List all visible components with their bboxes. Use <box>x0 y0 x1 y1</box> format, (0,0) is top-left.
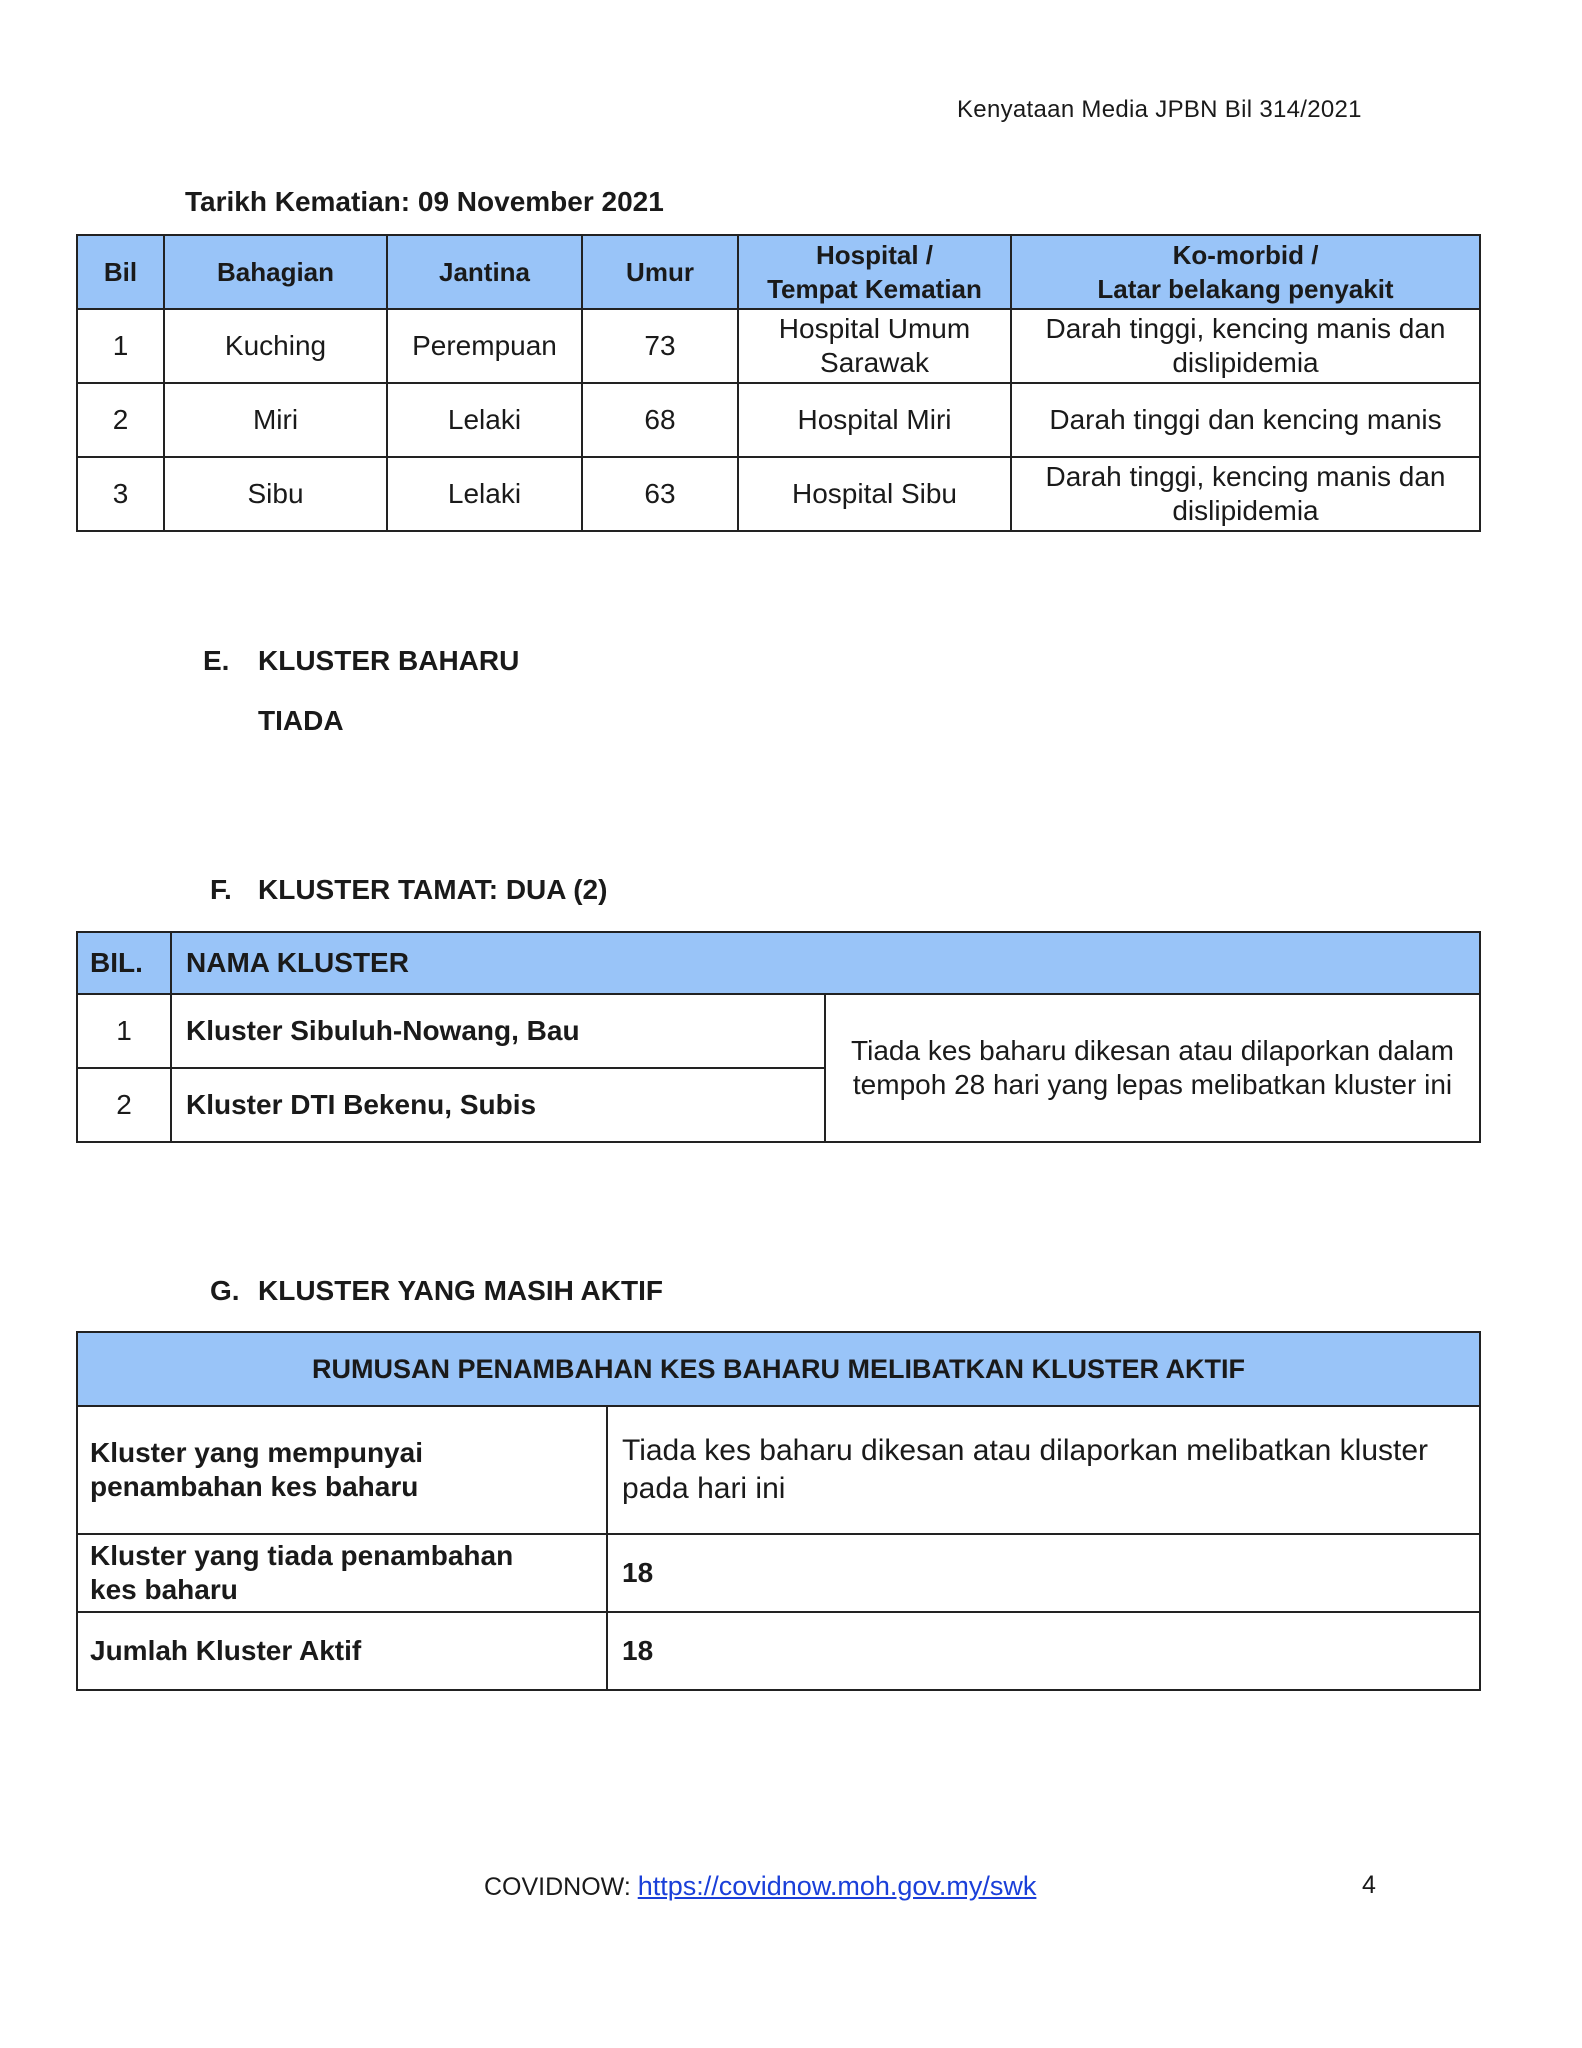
page-number: 4 <box>1362 1871 1376 1899</box>
cell-jantina: Lelaki <box>387 383 582 457</box>
row-value: Tiada kes baharu dikesan atau dilaporkan melibatkan kluster pada hari ini <box>607 1406 1480 1534</box>
row-value: 18 <box>607 1612 1480 1690</box>
cell-komorbid: Darah tinggi, kencing manis dan dislipidemia <box>1011 309 1480 383</box>
section-e-value: TIADA <box>258 705 344 736</box>
col-jantina: Jantina <box>387 235 582 309</box>
cell-umur: 68 <box>582 383 738 457</box>
cell-hospital: Hospital Miri <box>738 383 1011 457</box>
table-row <box>77 1612 1480 1690</box>
col-nama-kluster: NAMA KLUSTER <box>171 932 1480 994</box>
ended-clusters-remark: Tiada kes baharu dikesan atau dilaporkan dalam tempoh 28 hari yang lepas melibatkan kluster ini <box>825 994 1480 1142</box>
deaths-table <box>76 234 1481 532</box>
cell-jantina: Lelaki <box>387 457 582 531</box>
cell-komorbid: Darah tinggi, kencing manis dan dislipidemia <box>1011 457 1480 531</box>
col-bil: BIL. <box>77 932 171 994</box>
cell-umur: 63 <box>582 457 738 531</box>
active-clusters-table-title: RUMUSAN PENAMBAHAN KES BAHARU MELIBATKAN KLUSTER AKTIF <box>77 1332 1480 1406</box>
cell-bil: 1 <box>77 309 164 383</box>
cell-bil: 3 <box>77 457 164 531</box>
cell-cluster-name: Kluster DTI Bekenu, Subis <box>171 1068 825 1142</box>
covidnow-link[interactable]: https://covidnow.moh.gov.my/swk <box>637 1871 1037 1901</box>
row-label: Jumlah Kluster Aktif <box>77 1612 607 1690</box>
section-e-title: KLUSTER BAHARU <box>258 645 520 676</box>
section-e-letter: E. <box>203 645 230 676</box>
section-g-letter: G. <box>210 1275 240 1306</box>
cell-bahagian: Miri <box>164 383 387 457</box>
active-clusters-table <box>76 1331 1481 1691</box>
cell-bahagian: Kuching <box>164 309 387 383</box>
cell-komorbid: Darah tinggi dan kencing manis <box>1011 383 1480 457</box>
table-row <box>77 309 1480 383</box>
deaths-header-row <box>77 235 1480 309</box>
row-label: Kluster yang tiada penambahan kes baharu <box>77 1534 607 1612</box>
section-f-title: KLUSTER TAMAT: DUA (2) <box>258 874 608 905</box>
cell-cluster-name: Kluster Sibuluh-Nowang, Bau <box>171 994 825 1068</box>
cell-jantina: Perempuan <box>387 309 582 383</box>
cell-bahagian: Sibu <box>164 457 387 531</box>
cell-hospital: Hospital Umum Sarawak <box>738 309 1011 383</box>
cell-bil: 1 <box>77 994 171 1068</box>
footer <box>484 1871 1036 1902</box>
row-label: Kluster yang mempunyai penambahan kes baharu <box>77 1406 607 1534</box>
cell-umur: 73 <box>582 309 738 383</box>
cell-hospital: Hospital Sibu <box>738 457 1011 531</box>
section-f-letter: F. <box>210 874 232 905</box>
ended-clusters-table <box>76 931 1481 1143</box>
table-row <box>77 1406 1480 1534</box>
section-g-title: KLUSTER YANG MASIH AKTIF <box>258 1275 663 1306</box>
death-date-heading: Tarikh Kematian: 09 November 2021 <box>185 186 664 217</box>
ended-clusters-header-row <box>77 932 1480 994</box>
cell-bil: 2 <box>77 1068 171 1142</box>
table-row <box>77 1534 1480 1612</box>
footer-label: COVIDNOW: <box>484 1873 638 1901</box>
col-bil: Bil <box>77 235 164 309</box>
table-row <box>77 994 1480 1068</box>
table-row <box>77 383 1480 457</box>
document-reference: Kenyataan Media JPBN Bil 314/2021 <box>957 96 1362 123</box>
active-clusters-title-row <box>77 1332 1480 1406</box>
col-komorbid: Ko-morbid / Latar belakang penyakit <box>1011 235 1480 309</box>
col-umur: Umur <box>582 235 738 309</box>
col-bahagian: Bahagian <box>164 235 387 309</box>
row-value: 18 <box>607 1534 1480 1612</box>
col-hospital: Hospital / Tempat Kematian <box>738 235 1011 309</box>
cell-bil: 2 <box>77 383 164 457</box>
table-row <box>77 457 1480 531</box>
